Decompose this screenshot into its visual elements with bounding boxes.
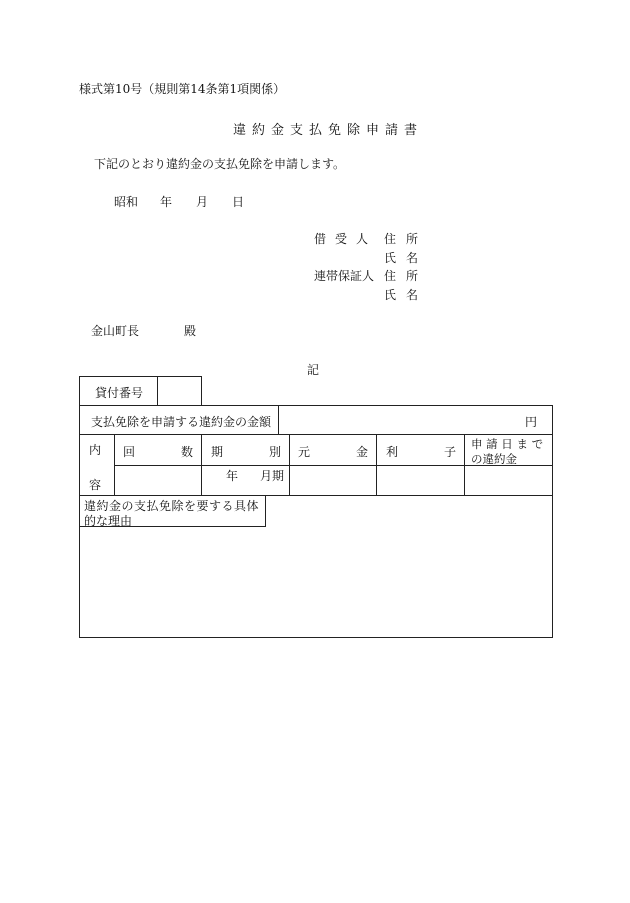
yen-unit: 円	[525, 415, 538, 429]
col-request-header-line2: の違約金	[471, 452, 517, 466]
amount-field[interactable]	[279, 406, 519, 433]
cosigner-address-label: 住所	[384, 269, 429, 283]
ki-heading: 記	[307, 363, 320, 377]
loan-number-label: 貸付番号	[95, 386, 144, 400]
interest-field[interactable]	[377, 466, 463, 494]
cosigner-label: 連帯保証人	[314, 269, 375, 283]
col-principal-header: 元 金	[298, 445, 368, 459]
col-interest-header: 利 子	[386, 445, 456, 459]
borrower-label: 借受人	[314, 232, 378, 246]
addressee-honorific: 殿	[184, 324, 197, 338]
amount-label: 支払免除を申請する違約金の金額	[91, 415, 272, 429]
date-era: 昭和	[114, 195, 139, 209]
col-request-header-line1: 申 請 日 ま で	[471, 437, 544, 451]
date-day: 日	[232, 195, 245, 209]
reason-field[interactable]	[80, 527, 552, 637]
date-month: 月	[196, 195, 209, 209]
addressee-name: 金山町長	[91, 324, 140, 338]
count-field[interactable]	[115, 466, 200, 494]
cosigner-name-label: 氏名	[384, 288, 429, 302]
period-year-unit: 年	[226, 469, 239, 483]
borrower-address-label: 住所	[384, 232, 429, 246]
content-label-bottom: 容	[89, 478, 102, 492]
request-penalty-field[interactable]	[465, 466, 552, 494]
date-year: 年	[160, 195, 173, 209]
period-month-unit: 月期	[260, 469, 285, 483]
intro-text: 下記のとおり違約金の支払免除を申請します。	[94, 157, 346, 171]
borrower-name-label: 氏名	[384, 251, 429, 265]
document-title: 違約金支払免除申請書	[233, 123, 424, 138]
reason-label-line1: 違約金の支払免除を要する具体	[84, 499, 260, 513]
col-count-header: 回 数	[123, 445, 193, 459]
principal-field[interactable]	[290, 466, 375, 494]
reason-label-line2: 的な理由	[84, 514, 133, 528]
col-period-header: 期 別	[211, 445, 281, 459]
loan-number-field[interactable]	[158, 377, 201, 405]
form-number-label: 様式第10号（規則第14条第1項関係）	[79, 82, 286, 96]
content-label-top: 内	[89, 443, 102, 457]
